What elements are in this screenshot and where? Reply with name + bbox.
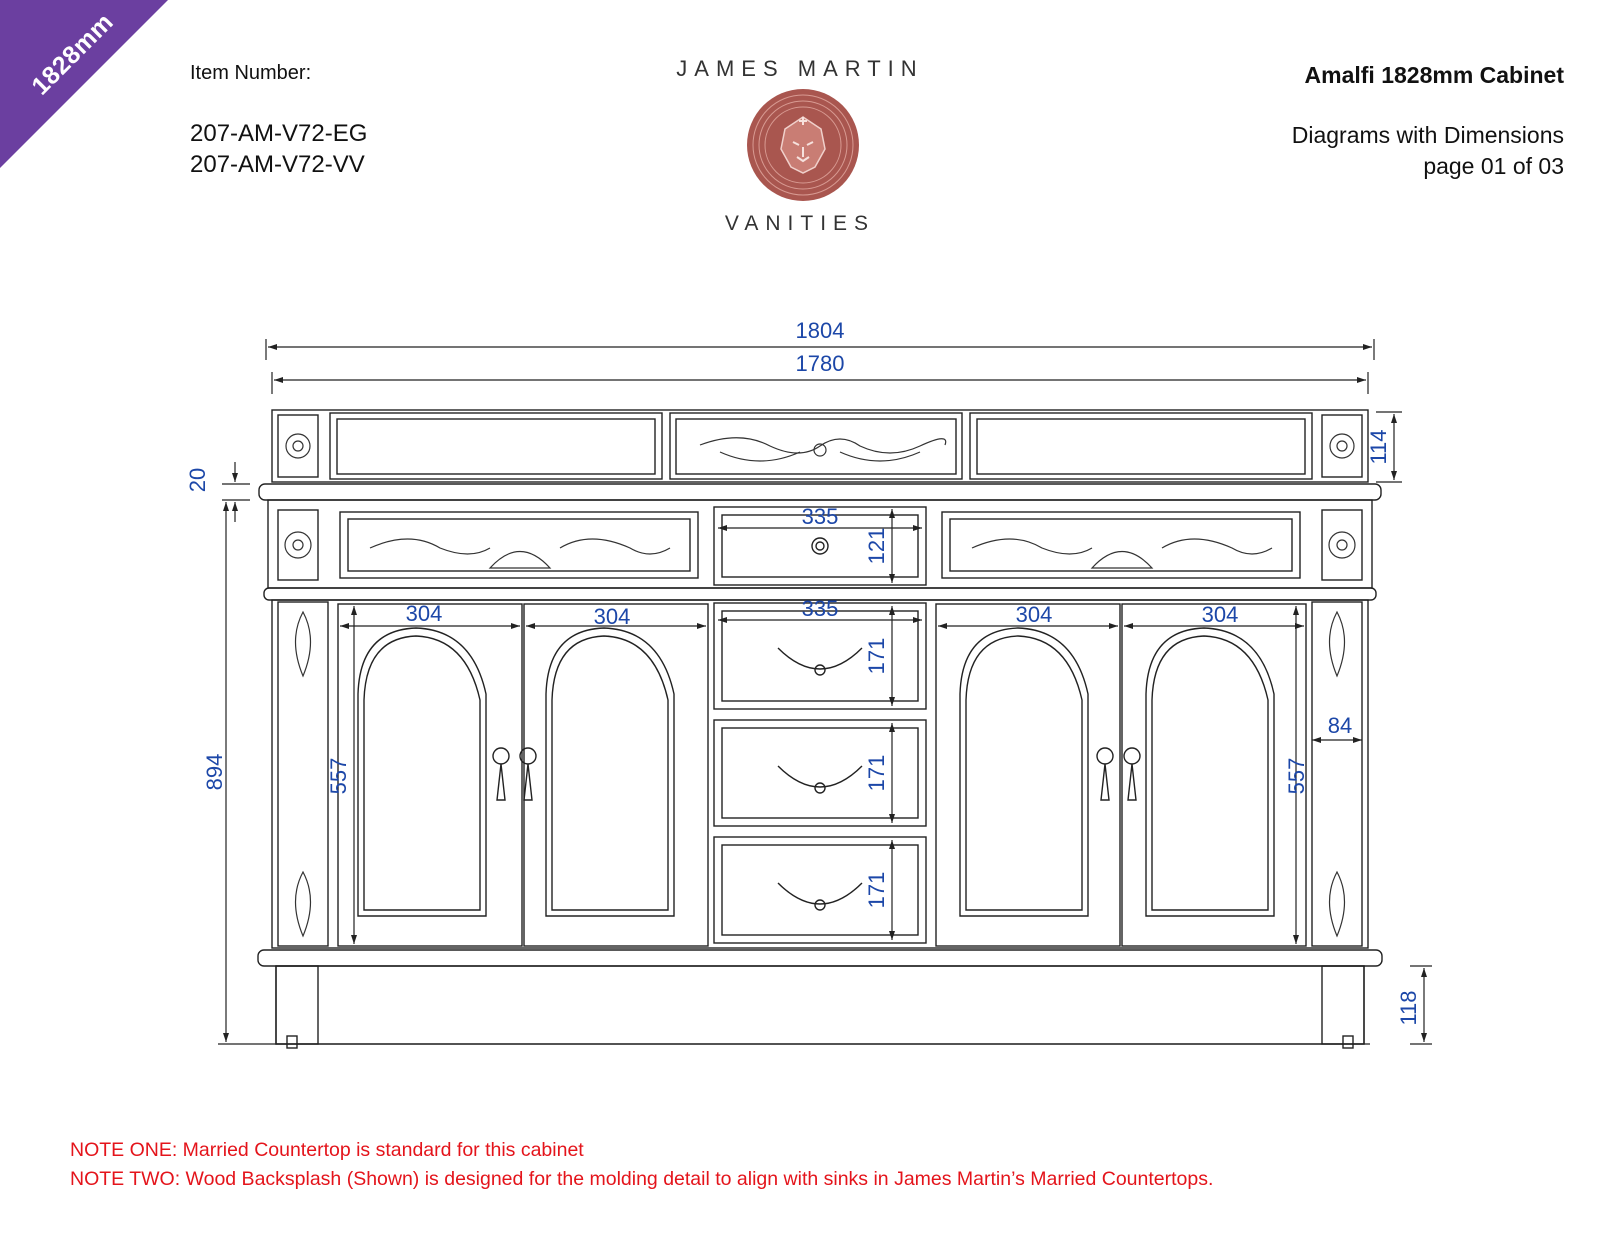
dim-drawer-width: 335 — [801, 596, 839, 621]
dim-door-width-1: 304 — [405, 601, 443, 626]
dim-overall-height: 894 — [202, 753, 227, 791]
dim-top-drawer-height: 121 — [864, 527, 889, 565]
brand-name: JAMES MARTIN — [676, 56, 924, 81]
dim-top-drawer-width: 335 — [801, 504, 839, 529]
dim-door-height-right: 557 — [1284, 757, 1309, 795]
notes-block — [70, 1136, 1213, 1194]
dim-drawer-height-1: 171 — [864, 637, 889, 675]
note-two: NOTE TWO: Wood Backsplash (Shown) is designed for the molding detail to align with sinks in James Martin’s Married Countertops. — [70, 1168, 1214, 1190]
dim-door-width-4: 304 — [1201, 602, 1239, 627]
dim-door-width-2: 304 — [593, 604, 631, 629]
subtitle-line-1: Diagrams with Dimensions — [1291, 122, 1564, 148]
dim-toe-kick: 118 — [1396, 990, 1421, 1026]
dim-body-width: 1780 — [795, 351, 845, 376]
dim-backsplash-height: 114 — [1366, 429, 1391, 465]
item-number-label: Item Number: — [190, 62, 312, 84]
page-title: Amalfi 1828mm Cabinet — [1304, 62, 1564, 88]
dim-door-width-3: 304 — [1015, 602, 1053, 627]
brand-subname: VANITIES — [724, 212, 876, 235]
dim-counter-lip: 20 — [185, 467, 210, 493]
page-indicator: page 01 of 03 — [1423, 153, 1564, 179]
dim-side-pilaster: 84 — [1327, 713, 1353, 738]
item-number-1: 207-AM-V72-EG — [190, 120, 368, 147]
corner-size-label: 1828mm — [26, 7, 119, 101]
note-one: NOTE ONE: Married Countertop is standard for this cabinet — [70, 1139, 584, 1161]
item-number-2: 207-AM-V72-VV — [190, 151, 365, 178]
dim-door-height-left: 557 — [326, 757, 351, 795]
dim-drawer-height-3: 171 — [864, 871, 889, 909]
dim-overall-width: 1804 — [795, 318, 845, 343]
dim-drawer-height-2: 171 — [864, 754, 889, 792]
